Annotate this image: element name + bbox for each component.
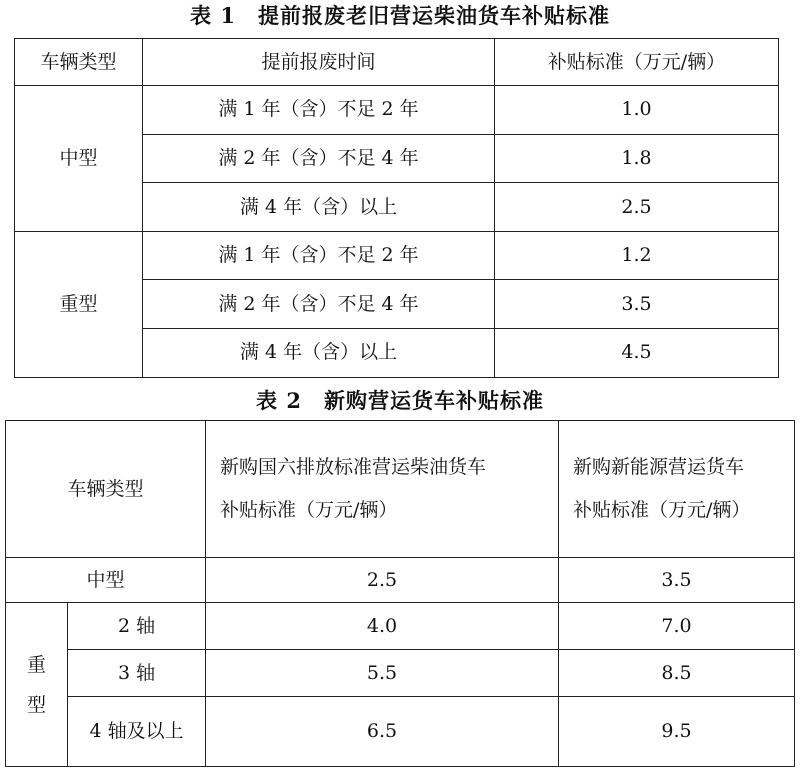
table2-ev-cell: 7.0 [559, 603, 795, 650]
table1-header-row [15, 39, 779, 86]
table1-period-cell: 满 4 年（含）以上 [143, 183, 495, 232]
table2-header-diesel-line2: 补贴标准（万元/辆） [220, 499, 398, 521]
table2-caption: 表 2 新购营运货车补贴标准 [256, 388, 544, 413]
table2-ev-cell: 8.5 [559, 650, 795, 697]
table1-subsidy-cell: 4.5 [495, 328, 779, 377]
table1-subsidy-cell: 1.8 [495, 134, 779, 183]
table1-subsidy-cell: 2.5 [495, 183, 779, 232]
table1-period-cell: 满 4 年（含）以上 [143, 328, 495, 377]
table-row [6, 603, 795, 650]
table2-new-purchase-subsidy [5, 420, 795, 767]
table1-caption: 表 1 提前报废老旧营运柴油货车补贴标准 [190, 3, 610, 28]
table2-header-ev [559, 421, 795, 558]
table2-axle-cell: 3 轴 [68, 650, 206, 697]
table2-type-heavy-char2: 型 [26, 693, 46, 716]
table2-axle-cell: 4 轴及以上 [68, 697, 206, 767]
table-row [15, 86, 779, 135]
table2-type-heavy [6, 603, 68, 767]
table1-type-heavy: 重型 [15, 231, 143, 377]
table1-scrap-subsidy [14, 38, 779, 378]
table2-type-medium: 中型 [6, 558, 206, 603]
table1-header-scrap-period: 提前报废时间 [143, 39, 495, 86]
table2-header-ev-line2: 补贴标准（万元/辆） [573, 499, 751, 521]
table2-diesel-cell: 2.5 [206, 558, 559, 603]
table2-axle-cell: 2 轴 [68, 603, 206, 650]
table1-period-cell: 满 2 年（含）不足 4 年 [143, 280, 495, 329]
table1-header-subsidy: 补贴标准（万元/辆） [495, 39, 779, 86]
table2-ev-cell: 9.5 [559, 697, 795, 767]
table1-period-cell: 满 1 年（含）不足 2 年 [143, 231, 495, 280]
table2-diesel-cell: 5.5 [206, 650, 559, 697]
table1-subsidy-cell: 1.0 [495, 86, 779, 135]
table1-period-cell: 满 1 年（含）不足 2 年 [143, 86, 495, 135]
table-row [6, 650, 795, 697]
table2-header-diesel-line1: 新购国六排放标准营运柴油货车 [220, 456, 487, 478]
table-row [6, 697, 795, 767]
table2-header-row [6, 421, 795, 558]
table2-header-vehicle-type: 车辆类型 [6, 421, 206, 558]
table1-subsidy-cell: 3.5 [495, 280, 779, 329]
table2-ev-cell: 3.5 [559, 558, 795, 603]
table1-type-medium: 中型 [15, 86, 143, 232]
table2-header-diesel [206, 421, 559, 558]
table1-header-vehicle-type: 车辆类型 [15, 39, 143, 86]
table2-type-heavy-char1: 重 [26, 653, 46, 676]
table-row [6, 558, 795, 603]
table2-diesel-cell: 4.0 [206, 603, 559, 650]
table1-subsidy-cell: 1.2 [495, 231, 779, 280]
table2-diesel-cell: 6.5 [206, 697, 559, 767]
table-row [15, 231, 779, 280]
table2-header-ev-line1: 新购新能源营运货车 [573, 456, 745, 478]
table1-period-cell: 满 2 年（含）不足 4 年 [143, 134, 495, 183]
